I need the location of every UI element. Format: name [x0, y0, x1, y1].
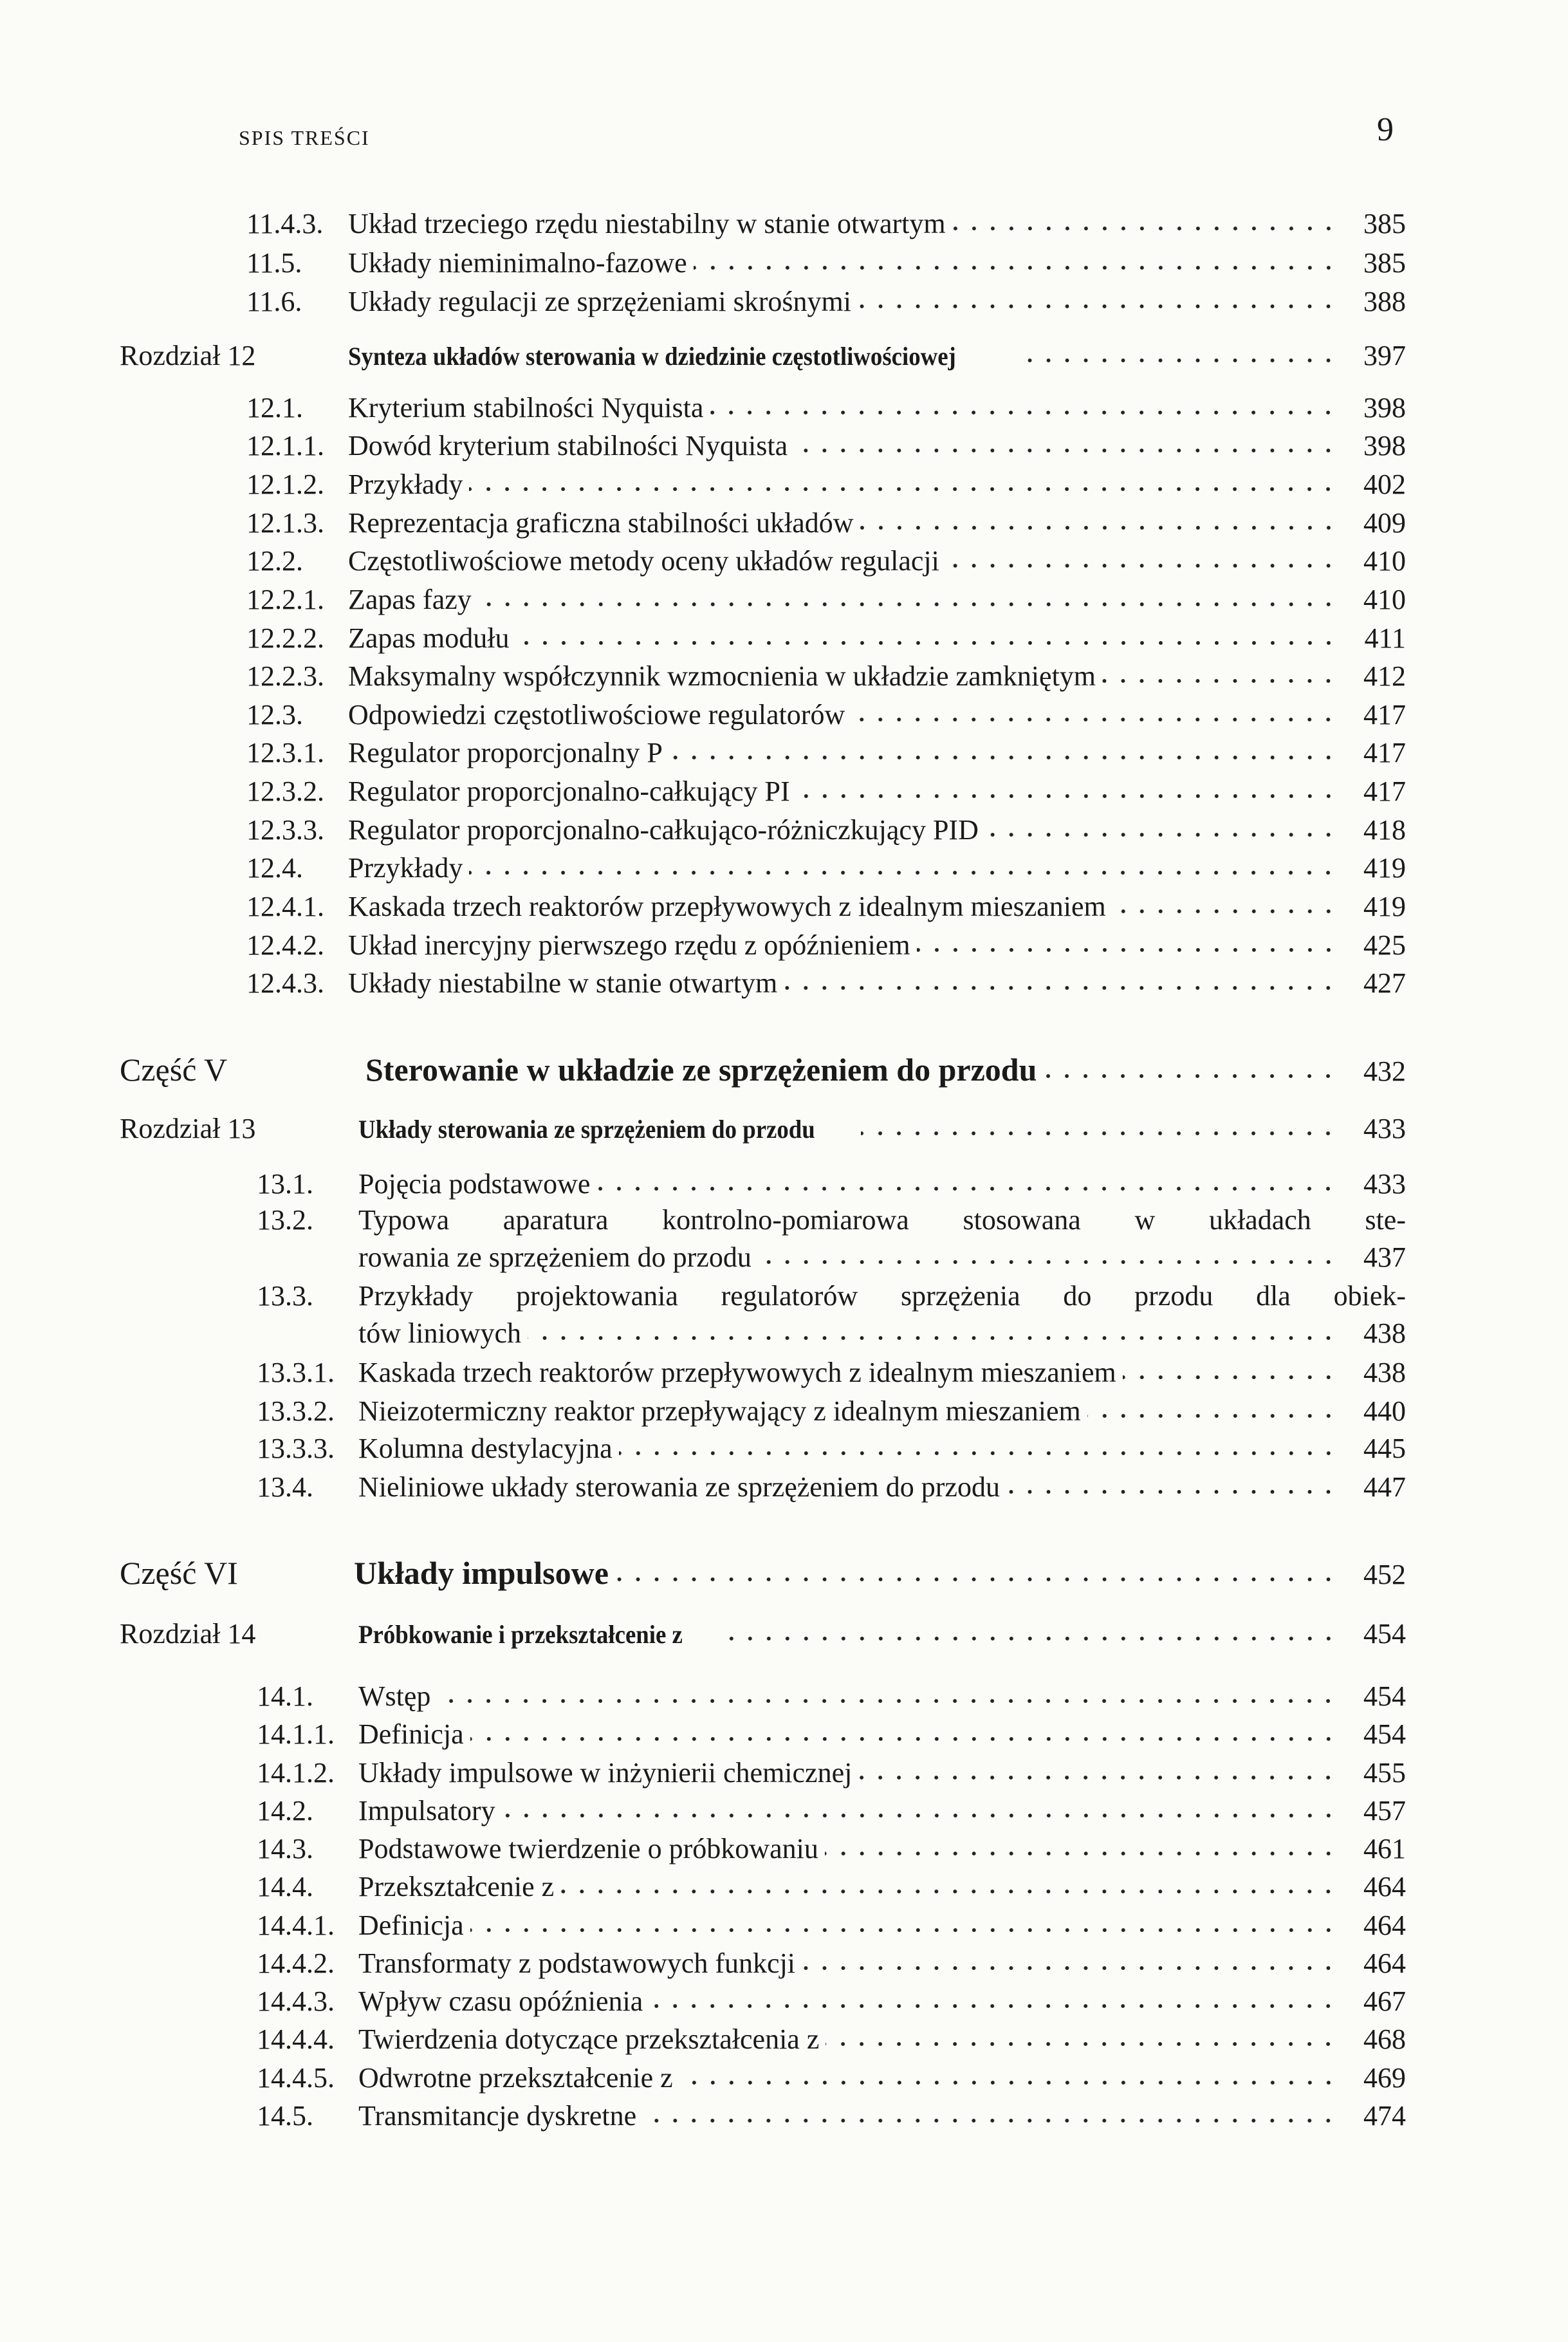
entry-title: Regulator proporcjonalno-całkujący PI — [348, 776, 790, 808]
toc-entry — [0, 775, 1568, 813]
entry-number: 14.4. — [257, 1871, 313, 1903]
toc-entry — [0, 890, 1568, 929]
entry-title: Przekształcenie z — [358, 1871, 555, 1903]
entry-number: 13.3.1. — [257, 1356, 335, 1388]
entry-number: 14.3. — [257, 1833, 313, 1865]
entry-title: Próbkowanie i przekształcenie z — [358, 1619, 683, 1649]
entry-title: Wpływ czasu opóźnienia — [358, 1985, 643, 2018]
entry-page-number: 433 — [1363, 1113, 1406, 1145]
entry-number: 12.3.3. — [246, 813, 324, 846]
toc-entry — [0, 1718, 1568, 1756]
entry-number: 13.3. — [257, 1280, 313, 1312]
entry-title: Kaskada trzech reaktorów przepływowych z idealnym mieszaniem — [348, 890, 1106, 922]
entry-number: 14.1.1. — [257, 1718, 335, 1751]
entry-page-number: 385 — [1363, 246, 1406, 279]
entry-number: 11.6. — [246, 286, 302, 318]
entry-title: Nieizotermiczny reaktor przepływający z idealnym mieszaniem — [358, 1395, 1081, 1427]
entry-title: Kryterium stabilności Nyquista — [348, 391, 704, 423]
entry-title: rowania ze sprzężeniem do przodu — [358, 1241, 752, 1273]
entry-number: 12.2. — [246, 545, 303, 577]
toc-entry — [0, 1432, 1568, 1471]
dot-leader — [1123, 1374, 1338, 1382]
entry-number: 14.4.4. — [257, 2023, 335, 2056]
entry-title: Maksymalny współczynnik wzmocnienia w układzie zamkniętym — [348, 660, 1096, 692]
entry-title-first-line: Typowa aparatura kontrolno-pomiarowa stosowana w układach ste- — [358, 1204, 1406, 1236]
toc-chapter-entry — [0, 1112, 1568, 1151]
toc-entry — [0, 851, 1568, 890]
entry-page-number: 467 — [1363, 1985, 1406, 2018]
entry-title: Regulator proporcjonalno-całkująco-różniczkujący PID — [348, 813, 979, 846]
dot-leader — [858, 1774, 1338, 1782]
toc-entry — [0, 813, 1568, 852]
toc-part-entry — [0, 1051, 1568, 1090]
entry-title: Układ trzeciego rzędu niestabilny w stanie otwartym — [348, 208, 946, 240]
entry-number: Rozdział 12 — [120, 339, 256, 371]
dot-leader — [758, 1259, 1338, 1267]
entry-title: Transformaty z podstawowych funkcji — [358, 1947, 796, 1979]
dot-leader — [985, 832, 1338, 839]
toc-entry — [0, 207, 1568, 246]
entry-page-number: 452 — [1363, 1559, 1406, 1591]
dot-leader — [1015, 357, 1338, 365]
entry-page-number: 425 — [1363, 929, 1406, 961]
entry-title: Reprezentacja graficzna stabilności układów — [348, 507, 854, 539]
dot-leader — [679, 2079, 1338, 2087]
toc-entry — [0, 544, 1568, 583]
toc-entry — [0, 1947, 1568, 1985]
entry-number: 14.4.3. — [257, 1985, 335, 2018]
dot-leader — [1087, 1413, 1338, 1420]
toc-entry — [0, 1832, 1568, 1871]
dot-leader — [643, 2117, 1338, 2125]
entry-page-number: 417 — [1363, 737, 1406, 769]
toc-entry — [0, 698, 1568, 737]
entry-page-number: 432 — [1363, 1055, 1406, 1088]
dot-leader — [502, 1812, 1338, 1820]
entry-page-number: 410 — [1363, 545, 1406, 577]
dot-leader — [851, 716, 1338, 724]
dot-leader — [802, 1965, 1338, 1973]
entry-page-number: 438 — [1363, 1356, 1406, 1388]
entry-number: 12.1.3. — [246, 507, 324, 539]
dot-leader — [619, 1450, 1338, 1458]
entry-number: 12.4. — [246, 852, 303, 884]
dot-leader — [946, 562, 1338, 570]
dot-leader — [469, 869, 1338, 877]
entry-page-number: 411 — [1364, 622, 1406, 654]
toc-entry — [0, 468, 1568, 507]
entry-page-number: 454 — [1363, 1617, 1406, 1650]
dot-leader — [516, 640, 1338, 647]
entry-number: 13.1. — [257, 1168, 313, 1200]
toc-entry — [0, 1794, 1568, 1833]
entry-page-number: 418 — [1363, 813, 1406, 846]
dot-leader — [858, 303, 1338, 311]
dot-leader — [669, 754, 1338, 762]
entry-page-number: 454 — [1363, 1680, 1406, 1712]
dot-leader — [528, 1335, 1338, 1343]
toc-entry — [0, 285, 1568, 324]
toc-entry — [0, 1471, 1568, 1509]
entry-page-number: 464 — [1363, 1909, 1406, 1941]
entry-page-number: 440 — [1363, 1395, 1406, 1427]
dot-leader — [560, 1888, 1338, 1896]
toc-entry — [0, 1985, 1568, 2023]
dot-leader — [710, 409, 1338, 417]
toc-entry — [0, 429, 1568, 468]
entry-page-number: 385 — [1363, 208, 1406, 240]
toc-entry — [0, 929, 1568, 967]
dot-leader — [649, 2003, 1338, 2011]
entry-title: Zapas fazy — [348, 583, 472, 615]
entry-number: Część V — [120, 1052, 228, 1088]
dot-leader — [1112, 908, 1338, 916]
dot-leader — [437, 1698, 1338, 1705]
dot-leader — [694, 265, 1338, 272]
entry-title: Sterowanie w układzie ze sprzężeniem do przodu — [365, 1052, 1037, 1088]
entry-title: Zapas modułu — [348, 622, 510, 654]
entry-title-first-line: Przykłady projektowania regulatorów sprzężenia do przodu dla obiek- — [358, 1280, 1406, 1312]
entry-number: 12.2.1. — [246, 583, 324, 615]
entry-number: 12.2.3. — [246, 660, 324, 692]
entry-page-number: 402 — [1363, 469, 1406, 501]
entry-page-number: 410 — [1363, 583, 1406, 615]
dot-leader — [470, 1927, 1338, 1935]
toc-entry — [0, 1680, 1568, 1718]
entry-number: 12.4.3. — [246, 967, 324, 999]
entry-page-number: 397 — [1363, 339, 1406, 371]
entry-page-number: 468 — [1363, 2023, 1406, 2056]
toc-entry — [0, 622, 1568, 660]
entry-title: Regulator proporcjonalny P — [348, 737, 663, 769]
entry-page-number: 437 — [1363, 1241, 1406, 1273]
dot-leader — [784, 985, 1338, 992]
entry-title: Twierdzenia dotyczące przekształcenia z — [358, 2023, 820, 2056]
dot-leader — [917, 947, 1338, 954]
entry-title: Definicja — [358, 1909, 464, 1941]
entry-number: 14.2. — [257, 1794, 313, 1826]
toc-entry — [0, 1167, 1568, 1206]
toc-entry — [0, 507, 1568, 545]
dot-leader — [615, 1576, 1338, 1584]
toc-entry — [0, 1204, 1568, 1273]
entry-number: 12.1.2. — [246, 469, 324, 501]
toc-entry — [0, 736, 1568, 775]
entry-title: Układy impulsowe — [354, 1555, 609, 1592]
entry-number: 12.1. — [246, 391, 303, 423]
entry-title: Impulsatory — [358, 1794, 495, 1826]
entry-page-number: 457 — [1363, 1794, 1406, 1826]
entry-page-number: 469 — [1363, 2061, 1406, 2094]
entry-number: 14.5. — [257, 2100, 313, 2132]
entry-title: Wstęp — [358, 1680, 431, 1712]
entry-number: 12.4.2. — [246, 929, 324, 961]
entry-title: Układ inercyjny pierwszego rzędu z opóźnieniem — [348, 929, 910, 961]
entry-number: 13.3.3. — [257, 1432, 335, 1464]
entry-page-number: 474 — [1363, 2100, 1406, 2132]
entry-number: 14.1. — [257, 1680, 313, 1712]
entry-number: Część VI — [120, 1555, 238, 1592]
entry-number: 14.4.5. — [257, 2061, 335, 2094]
entry-title: Układy niestabilne w stanie otwartym — [348, 967, 778, 999]
toc-entry — [0, 391, 1568, 430]
entry-page-number: 464 — [1363, 1871, 1406, 1903]
entry-page-number: 412 — [1363, 660, 1406, 692]
toc-entry — [0, 2023, 1568, 2061]
toc-part-entry — [0, 1554, 1568, 1593]
entry-title: Częstotliwościowe metody oceny układów regulacji — [348, 545, 939, 577]
dot-leader — [794, 447, 1338, 455]
entry-number: 14.4.1. — [257, 1909, 335, 1941]
entry-page-number: 398 — [1363, 391, 1406, 423]
entry-page-number: 419 — [1363, 890, 1406, 922]
entry-title: Odpowiedzi częstotliwościowe regulatorów — [348, 698, 845, 730]
entry-title: Układy impulsowe w inżynierii chemicznej — [358, 1756, 853, 1789]
dot-leader — [478, 601, 1338, 609]
entry-title: Przykłady — [348, 469, 463, 501]
toc-entry — [0, 1909, 1568, 1947]
entry-number: 12.3. — [246, 698, 303, 730]
entry-title: Kaskada trzech reaktorów przepływowych z idealnym mieszaniem — [358, 1356, 1116, 1388]
entry-page-number: 445 — [1363, 1432, 1406, 1464]
entry-page-number: 427 — [1363, 967, 1406, 999]
page-number: 9 — [1377, 111, 1394, 148]
toc-entry — [0, 1279, 1568, 1350]
entry-title: Układy regulacji ze sprzężeniami skrośnymi — [348, 286, 851, 318]
entry-title: Dowód kryterium stabilności Nyquista — [348, 430, 788, 462]
entry-title: Synteza układów sterowania w dziedzinie częstotliwościowej — [348, 341, 956, 371]
toc-entry — [0, 246, 1568, 285]
entry-page-number: 417 — [1363, 698, 1406, 730]
entry-page-number: 447 — [1363, 1471, 1406, 1503]
toc-entry — [0, 660, 1568, 698]
entry-title: Pojęcia podstawowe — [358, 1168, 591, 1200]
dot-leader — [596, 1185, 1338, 1193]
dot-leader — [1043, 1073, 1338, 1081]
dot-leader — [470, 1736, 1338, 1743]
entry-number: 12.1.1. — [246, 430, 324, 462]
entry-title: Odwrotne przekształcenie z — [358, 2061, 673, 2094]
dot-leader — [717, 1635, 1338, 1643]
entry-title: Podstawowe twierdzenie o próbkowaniu — [358, 1833, 818, 1865]
entry-number: 12.4.1. — [246, 890, 324, 922]
entry-page-number: 438 — [1363, 1317, 1406, 1350]
entry-number: Rozdział 14 — [120, 1617, 256, 1650]
entry-number: 12.3.2. — [246, 776, 324, 808]
entry-number: 12.2.2. — [246, 622, 324, 654]
dot-leader — [826, 2041, 1338, 2049]
entry-page-number: 398 — [1363, 430, 1406, 462]
dot-leader — [469, 486, 1338, 494]
dot-leader — [1102, 678, 1338, 685]
entry-title: Definicja — [358, 1718, 464, 1751]
entry-number: 11.4.3. — [246, 208, 324, 240]
entry-page-number: 419 — [1363, 852, 1406, 884]
entry-number: 13.4. — [257, 1471, 313, 1503]
entry-title: tów liniowych — [358, 1317, 521, 1350]
dot-leader — [860, 525, 1338, 532]
toc-entry — [0, 1756, 1568, 1795]
dot-leader — [861, 1130, 1338, 1138]
entry-title: Nieliniowe układy sterowania ze sprzężeniem do przodu — [358, 1471, 1000, 1503]
entry-title: Układy nieminimalno-fazowe — [348, 246, 687, 279]
entry-page-number: 388 — [1363, 286, 1406, 318]
entry-page-number: 461 — [1363, 1833, 1406, 1865]
entry-number: 11.5. — [246, 246, 302, 279]
entry-title: Transmitancje dyskretne — [358, 2100, 637, 2132]
dot-leader — [797, 793, 1338, 801]
toc-chapter-entry — [0, 1617, 1568, 1656]
entry-page-number: 417 — [1363, 776, 1406, 808]
dot-leader — [952, 225, 1338, 233]
toc-entry — [0, 2061, 1568, 2100]
toc-entry — [0, 583, 1568, 622]
entry-title: Przykłady — [348, 852, 463, 884]
toc-entry — [0, 1870, 1568, 1909]
entry-page-number: 455 — [1363, 1756, 1406, 1789]
toc-entry — [0, 967, 1568, 1005]
toc-entry — [0, 1395, 1568, 1433]
dot-leader — [825, 1850, 1338, 1858]
entry-number: 14.1.2. — [257, 1756, 335, 1789]
entry-page-number: 433 — [1363, 1168, 1406, 1200]
entry-page-number: 409 — [1363, 507, 1406, 539]
entry-number: 14.4.2. — [257, 1947, 335, 1979]
running-title: SPIS TREŚCI — [239, 126, 370, 149]
toc-chapter-entry — [0, 339, 1568, 378]
entry-title: Układy sterowania ze sprzężeniem do przodu — [358, 1115, 815, 1144]
entry-page-number: 464 — [1363, 1947, 1406, 1979]
entry-number: Rozdział 13 — [120, 1113, 256, 1145]
entry-number: 12.3.1. — [246, 737, 324, 769]
dot-leader — [1006, 1489, 1338, 1496]
entry-page-number: 454 — [1363, 1718, 1406, 1751]
entry-number: 13.2. — [257, 1204, 313, 1236]
toc-entry — [0, 2099, 1568, 2138]
entry-number: 13.3.2. — [257, 1395, 335, 1427]
toc-entry — [0, 1356, 1568, 1395]
entry-title: Kolumna destylacyjna — [358, 1432, 613, 1464]
